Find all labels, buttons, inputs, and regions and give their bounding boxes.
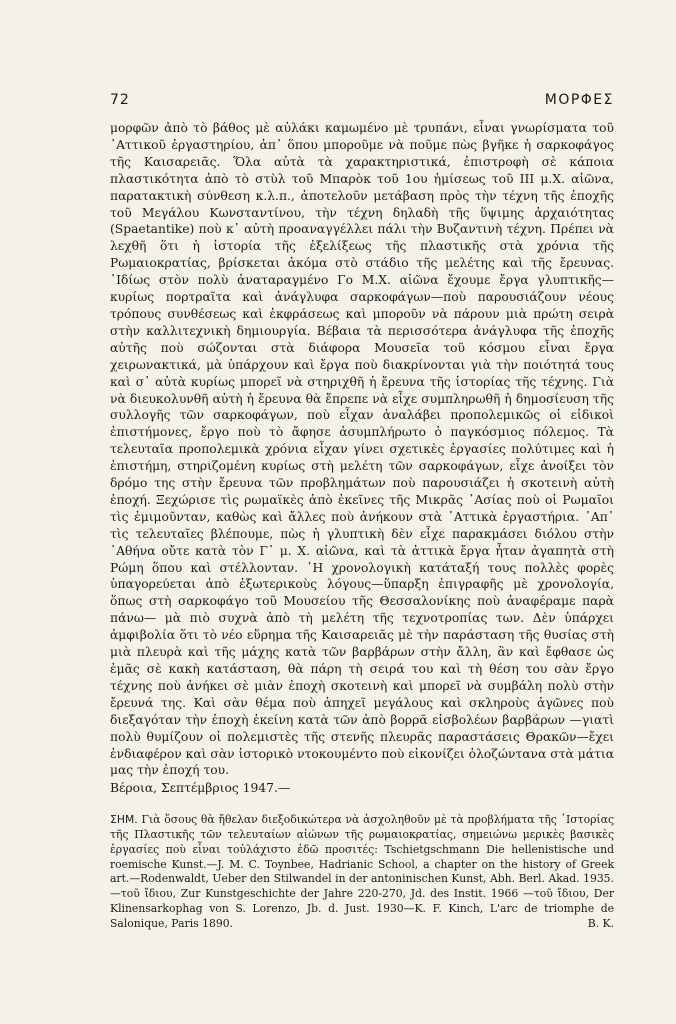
note-label: ΣΗΜ. xyxy=(110,813,138,827)
article-body xyxy=(110,120,614,797)
page-header xyxy=(110,92,614,108)
journal-title: ΜΟΡΦΕΣ xyxy=(544,92,614,108)
page-number: 72 xyxy=(110,92,130,108)
place-date-signature: Βέροια, Σεπτέμβριος 1947.— xyxy=(110,781,291,796)
note-text: Γιὰ ὅσους θὰ ἤθελαν διεξοδικώτερα νὰ ἀσχοληθοῦν μὲ τὰ προβλήματα τῆς ῾Ιστορίας τῆς Πλαστικῆς τῶν τελευταίων αἰώνων τῆς ρωμαιοκρατίας, σημειώνω μερικὲς βασικὲς ἐργασίες ποὺ εἶναι τοὐλάχιστο ἐδῶ προσιτές: Tschietgschmann Die hellenistische und roemische Kunst.—J. M. C. Toynbee, Hadrianic School, a chapter on the history of Greek art.—Rodenwaldt, Ueber den Stilwandel in der antoninischen Kunst, Abh. Berl. Akad. 1935.—τοῦ ἴδιου, Zur Kunstgeschichte der Jahre 220-270, Jd. des Instit. 1966 —τοῦ ἴδιου, Der Klinensarkophag von S. Lorenzo, Jb. d. Just. 1930—K. F. Kinch, L'arc de triomphe de Salonique, Paris 1890. xyxy=(110,813,614,930)
author-initials: Β. Κ. xyxy=(587,916,614,930)
bibliographic-note xyxy=(110,813,614,931)
body-paragraph: μορφῶν ἀπὸ τὸ βάθος μὲ αὐλάκι καμωμένο μὲ τρυπάνι, εἶναι γνωρίσματα τοῦ ᾿Αττικοῦ ἐργαστηρίου, ἀπ᾿ ὅπου μποροῦμε νὰ ποῦμε πὼς βγῆκε ἡ σαρκοφάγος τῆς Καισαρειᾶς. Ὅλα αὐτὰ τὰ χαρακτηριστικά, ἐπιστροφὴ σὲ κάποια πλαστικότητα ἀπὸ τὸ στὺλ τοῦ Μπαρὸκ τοῦ 1ου ἡμίσεως τοῦ ΙΙΙ μ.Χ. αἰῶνα, παρατακτικὴ σύνθεση κ.λ.π., ἀποτελοῦν μετάβαση πρὸς τὴν τέχνη τῆς ἐποχῆς τοῦ Μεγάλου Κωνσταντίνου, τὴν τέχνη δηλαδὴ τῆς ὕψιμης ἀρχαιότητας (Spaetantike) ποὺ κ᾿ αὐτὴ προαναγγέλλει πάλι τὴν Βυζαντινὴ τέχνη. Πρέπει νὰ λεχθῆ ὅτι ἡ ἱστορία τῆς ἐξελίξεως τῆς πλαστικῆς στὰ χρόνια τῆς Ρωμαιοκρατίας, βρίσκεται ἀκόμα στὸ στάδιο τῆς μελέτης καὶ τῆς ἔρευνας. ᾿Ιδίως στὸν πολὺ ἀναταραγμένο Γο Μ.Χ. αἰῶνα ἔχουμε ἔργα γλυπτικῆς—κυρίως πορτραῖτα καὶ ἀνάγλυφα σαρκοφάγων—ποὺ παρουσιάζουν νέους τρόπους συνθέσεως καὶ ἐκφράσεως καὶ μποροῦν νὰ πάρουν μιὰ πρώτη σειρὰ στὴν καλλιτεχνικὴ δημιουργία. Βέβαια τὰ περισσότερα ἀνάγλυφα τῆς ἐποχῆς αὐτῆς ποὺ σώζονται στὰ διάφορα Μουσεῖα τοῦ κόσμου εἶναι ἔργα χειρωνακτικά, μὰ ὑπάρχουν καὶ ἔργα ποὺ διακρίνονται γιὰ τὴν ποιότητά τους καὶ σ᾿ αὐτὰ κυρίως μπορεῖ νὰ στηριχθῆ ἡ ἔρευνα τῆς ἱστορίας τῆς τέχνης. Γιὰ νὰ διευκολυνθῆ αὐτὴ ἡ ἔρευνα θὰ ἔπρεπε νὰ εἶχε συμπληρωθῆ ἡ δημοσίευση τῆς συλλογῆς τῶν σαρκοφάγων, ποὺ εἶχαν ἀναλάβει προπολεμικῶς οἱ εἰδικοὶ ἐπιστήμονες, ἔργο ποὺ τὸ ἄφησε ἀσυμπλήρωτο ὁ παγκόσμιος πόλεμος. Τὰ τελευταῖα προπολεμικὰ χρόνια εἶχαν γίνει σχετικὲς ἐργασίες πολύτιμες καὶ ἡ ἐπιστήμη, στηριζομένη κυρίως στὴ μελέτη τῶν σαρκοφάγων, εἶχε ἀνοίξει τὸν δρόμο της στὴν ἔρευνα τῶν προβλημάτων ποὺ παρουσιάζει ἡ σκοτεινὴ αὐτὴ ἐποχή. Ξεχώρισε τὶς ρωμαϊκὲς ἀπὸ ἐκεῖνες τῆς Μικρᾶς ᾿Ασίας ποὺ οἱ Ρωμαῖοι τὶς ἐμιμοῦνταν, καθὼς καὶ ἄλλες ποὺ ἀνήκουν στὰ ᾿Αττικὰ ἐργαστήρια. ᾿Απ᾿ τὶς τελευταῖες βλέπουμε, πὼς ἡ γλυπτικὴ δὲν εἶχε παρακμάσει διόλου στὴν ᾿Αθήνα οὔτε κατὰ τὸν Γ᾿ μ. Χ. αἰῶνα, καὶ τὰ ἀττικὰ ἔργα ἦταν ἀγαπητὰ στὴ Ρώμη ὅπου καὶ στέλλονταν. ῾Η χρονολογικὴ κατάταξή τους πολλὲς φορὲς ὑπαγορεύεται ἀπὸ ἐξωτερικοὺς λόγους—ὕπαρξη ἐπιγραφῆς μὲ χρονολογία, ὅπως στὴ σαρκοφάγο τοῦ Μουσείου τῆς Θεσσαλονίκης ποὺ ἀναφέραμε παρὰ πάνω— μὰ πιὸ συχνὰ ἀπὸ τὴ μελέτη τῆς τεχνοτροπίας των. Δὲν ὑπάρχει ἀμφιβολία ὅτι τὸ νέο εὕρημα τῆς Καισαρειᾶς μὲ τὴν παράσταση τῆς θυσίας στὴ μιὰ πλευρὰ καὶ τῆς μάχης κατὰ τῶν βαρβάρων στὴν ἄλλη, ἂν καὶ ἔφθασε ὡς ἐμᾶς σὲ κακὴ κατάσταση, θὰ πάρη τὴ σειρά του καὶ τὴ θέση του σὰν ἔργο τέχνης ποὺ ἀνήκει σὲ μιὰν ἐποχὴ σκοτεινὴ καὶ μπορεῖ νὰ συμβάλη πολὺ στὴν ἔρευνά της. Καὶ σὰν θέμα ποὺ ἀπηχεῖ μεγάλους καὶ σκληροὺς ἀγῶνες ποὺ διεξαγόταν τὴν ἐποχὴ ἐκείνη κατὰ τῶν ἀπὸ βορρᾶ εἰσβολέων βαρβάρων —γιατὶ πολὺ θυμίζουν οἱ πολεμιστὲς τῆς στενῆς πλευρᾶς παραστάσεις Θρακῶν—ἔχει ἐνδιαφέρον καὶ σὰν ἱστορικὸ ντοκουμέντο ποὺ εἰκονίζει ὁλοζώντανα στὰ μάτια μας τὴν ἐποχή του. xyxy=(110,121,614,778)
